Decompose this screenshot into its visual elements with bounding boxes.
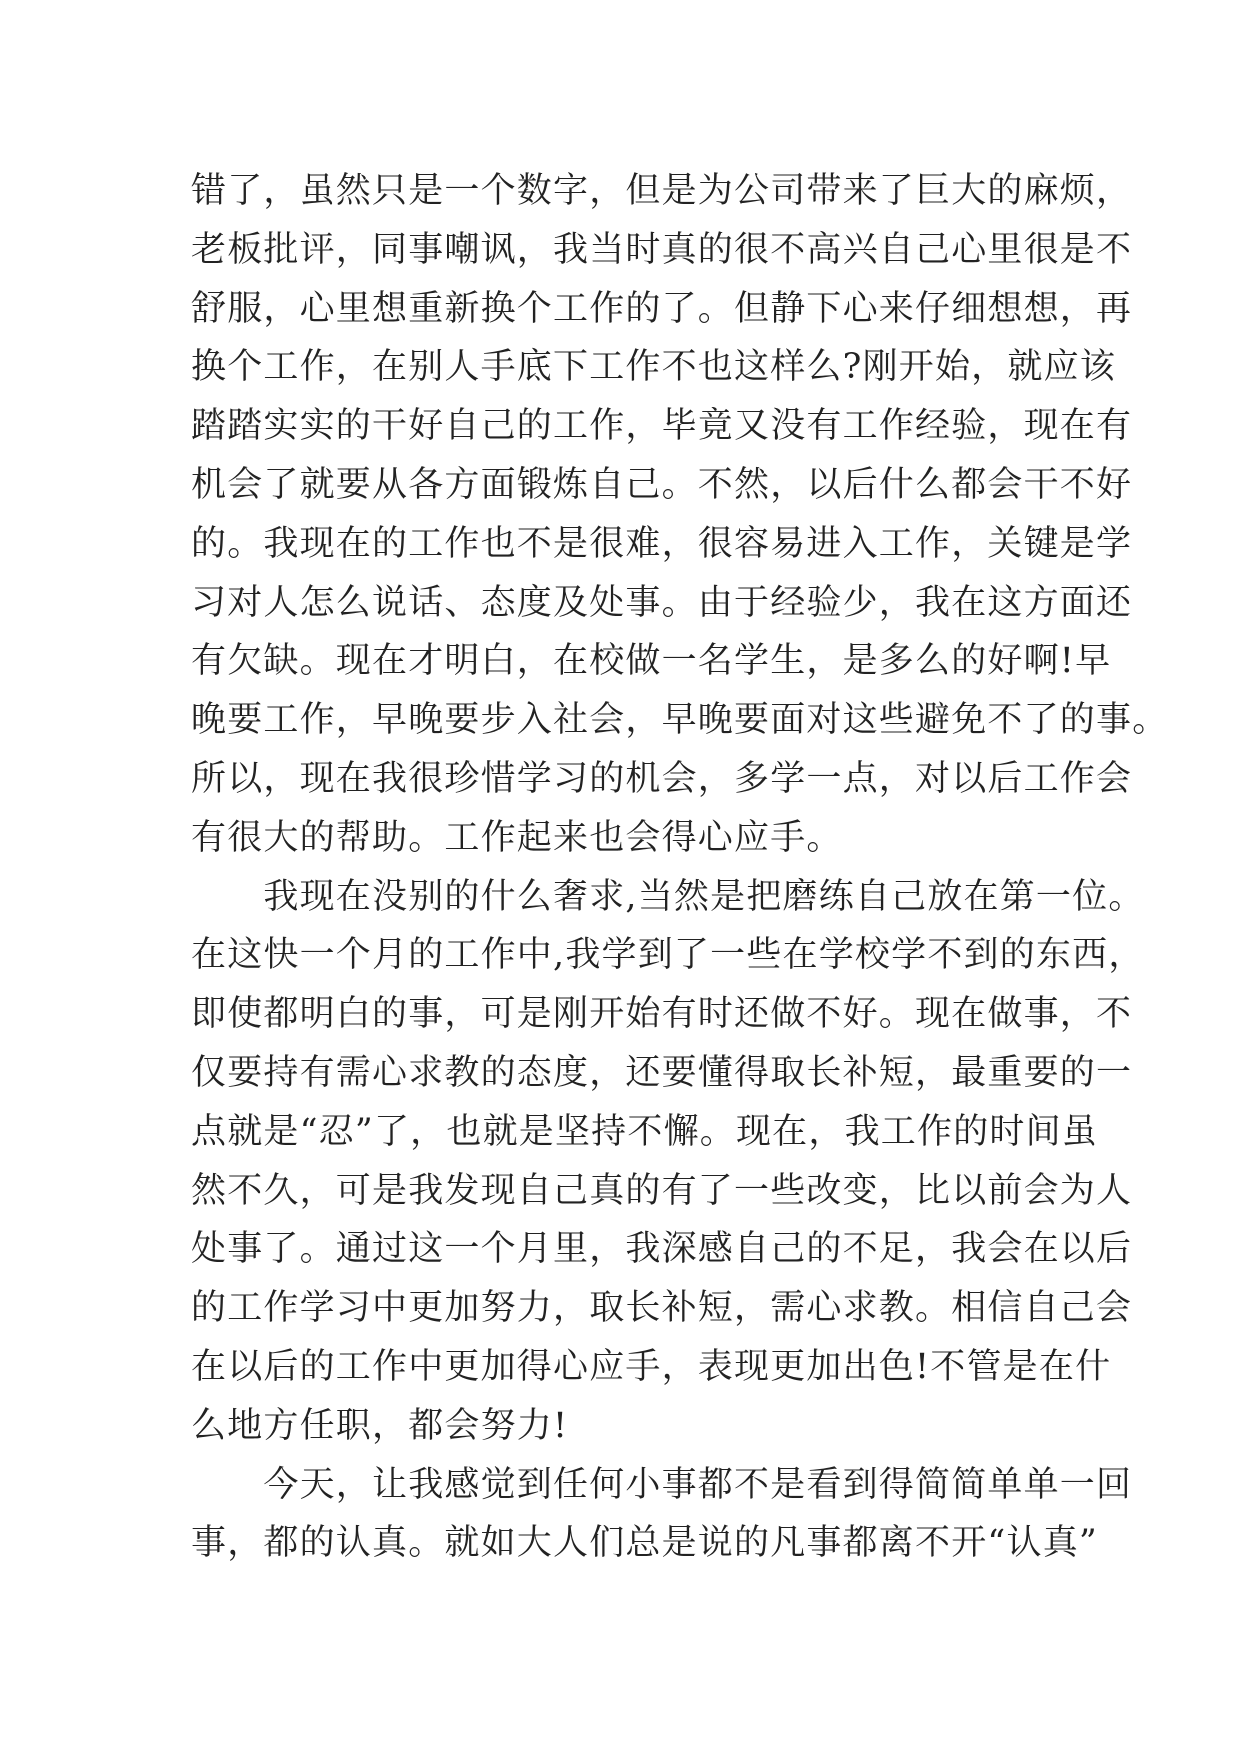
text-line: 机会了就要从各方面锻炼自己。不然，以后什么都会干不好 xyxy=(191,464,1133,505)
text-line: 的。我现在的工作也不是很难，很容易进入工作，关键是学 xyxy=(191,523,1133,564)
text-line: 在以后的工作中更加得心应手，表现更加出色!不管是在什 xyxy=(191,1346,1112,1387)
text-line: 有欠缺。现在才明白，在校做一名学生，是多么的好啊!早 xyxy=(191,641,1112,682)
text-line: 仅要持有需心求教的态度，还要懂得取长补短，最重要的一 xyxy=(191,1052,1133,1093)
text-line: 今天，让我感觉到任何小事都不是看到得简简单单一回 xyxy=(191,1464,1133,1505)
text-line: 舒服，心里想重新换个工作的了。但静下心来仔细想想，再 xyxy=(191,288,1133,329)
text-line: 么地方任职，都会努力! xyxy=(191,1405,569,1446)
text-line: 错了，虽然只是一个数字，但是为公司带来了巨大的麻烦， xyxy=(191,171,1133,211)
text-line: 我现在没别的什么奢求,当然是把磨练自己放在第一位。 xyxy=(191,876,1145,917)
text-line: 处事了。通过这一个月里，我深感自己的不足，我会在以后 xyxy=(191,1229,1133,1270)
text-line: 踏踏实实的干好自己的工作，毕竟又没有工作经验，现在有 xyxy=(191,406,1133,447)
text-line: 有很大的帮助。工作起来也会得心应手。 xyxy=(191,817,843,858)
text-line: 晚要工作，早晚要步入社会，早晚要面对这些避免不了的事。 xyxy=(191,700,1169,741)
text-line: 所以，现在我很珍惜学习的机会，多学一点，对以后工作会 xyxy=(191,758,1133,799)
text-line: 换个工作，在别人手底下工作不也这样么?刚开始，就应该 xyxy=(191,347,1116,388)
text-line: 习对人怎么说话、态度及处事。由于经验少，我在这方面还 xyxy=(191,582,1133,623)
text-line: 然不久，可是我发现自己真的有了一些改变，比以前会为人 xyxy=(191,1170,1133,1211)
text-line: 的工作学习中更加努力，取长补短，需心求教。相信自己会 xyxy=(191,1288,1133,1329)
body-text xyxy=(191,162,1169,1573)
text-line: 事，都的认真。就如大人们总是说的凡事都离不开“认真” xyxy=(191,1523,1098,1564)
text-line: 在这快一个月的工作中,我学到了一些在学校学不到的东西， xyxy=(191,935,1145,976)
text-line: 即使都明白的事，可是刚开始有时还做不好。现在做事，不 xyxy=(191,994,1133,1035)
text-line: 点就是“忍”了，也就是坚持不懈。现在，我工作的时间虽 xyxy=(191,1111,1098,1152)
text-line: 老板批评，同事嘲讽，我当时真的很不高兴自己心里很是不 xyxy=(191,229,1133,270)
